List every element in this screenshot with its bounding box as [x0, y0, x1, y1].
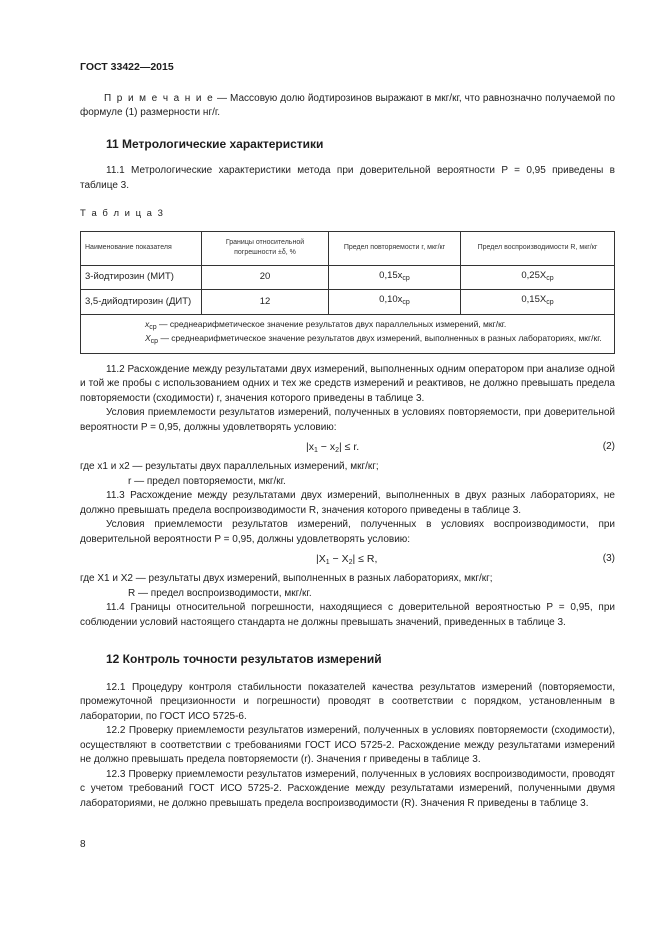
legend-x: $x_{ср}$ — среднеарифметическое значение результатов двух параллельных измерений, мкг/кг. [145, 318, 507, 331]
table-legend [81, 314, 615, 353]
paragraph-11-1: 11.1 Метрологические характеристики метода при доверительной вероятности P = 0,95 приведены в таблице 3. [80, 165, 615, 191]
table-cell-r: $0,15x_{ср}$ [329, 265, 461, 290]
formula-3-where-R: R — предел воспроизводимости, мкг/кг. [128, 587, 312, 599]
section-12-heading: 12 Контроль точности результатов измерений [106, 652, 382, 666]
paragraph-11-2: 11.2 Расхождение между результатами двух измерений, выполненных одним оператором при анализе одной и той же пробы с использованием одних и тех же средств измерений и реактивов, не должно превышать предела повторяемости (сходимости) r, значения которого приведены в таблице 3. [80, 363, 615, 404]
legend-X: $X_{ср}$ — среднеарифметическое значение результатов двух измерений, выполненных в разных лабораториях, мкг/кг. [145, 333, 602, 345]
table-cell-R: $0,15X_{ср}$ [461, 290, 615, 315]
formula-3-number: (3) [602, 553, 615, 564]
standard-header: ГОСТ 33422—2015 [80, 61, 174, 73]
table-row [81, 265, 615, 290]
paragraph-11-4: 11.4 Границы относительной погрешности, находящиеся с доверительной вероятностью P = 0,95, при соблюдении условий настоящего стандарта не должны превышать значений, приведенных в таблице 3. [80, 602, 615, 628]
table-cell-delta: 20 [202, 265, 329, 290]
formula-2 [80, 437, 615, 457]
table-cell-delta: 12 [202, 290, 329, 315]
paragraph-12-2: 12.2 Проверку приемлемости результатов измерений, полученных в условиях повторяемости (сходимости), осуществляют в соответствии с требованиями ГОСТ ИСО 5725-2. Расхождение между результатами измерений не должно превышать предела повторяемости (r). Значения r приведены в таблице 3. [80, 725, 615, 765]
paragraph-12-1: 12.1 Процедуру контроля стабильности показателей качества результатов измерений (повторяемости, промежуточной прецизионности и погрешности) проводят в соответствии с порядком, установленным в лаборатории, по ГОСТ ИСО 5725-6. [80, 681, 615, 722]
table-cell-name: 3,5-дийодтирозин (ДИТ) [81, 290, 202, 315]
table-header-R: Предел воспроизводимости R, мкг/кг [461, 231, 615, 265]
note [80, 92, 615, 121]
formula-2-where-x: где x1 и x2 — результаты двух параллельных измерений, мкг/кг; [80, 461, 379, 472]
table-cell-R: $0,25X_{ср}$ [461, 265, 615, 290]
note-label: П р и м е ч а н и е [104, 92, 214, 104]
formula-3-where-X: где X1 и X2 — результаты двух измерений, выполненных в разных лабораториях, мкг/кг; [80, 573, 493, 584]
table-legend-row [81, 314, 615, 353]
formula-2-expression: $|x_1 - x_2| \le r$. [306, 441, 360, 454]
table-cell-r: $0,10x_{ср}$ [329, 290, 461, 315]
formula-3 [80, 549, 615, 569]
table-3 [80, 231, 615, 354]
note-text: — Массовую долю йодтирозинов выражают в мкг/кг, что равнозначно получаемой по формуле (1) размерности нг/г. [80, 92, 616, 118]
table-row [81, 290, 615, 315]
paragraph-12-3: 12.3 Проверку приемлемости результатов измерений, полученных в условиях воспроизводимости, проводят с учетом требований ГОСТ ИСО 5725-2. Расхождение между результатами измерений, полученными двумя лабораториями, не должно превышать предела воспроизводимости (R). Значения R приведены в таблице 3. [80, 768, 615, 809]
table-header-delta: Границы относительной погрешности ±δ, % [202, 231, 329, 265]
formula-3-expression: $|X_1 - X_2| \le R$, [316, 553, 378, 566]
paragraph-11-2-conditions: Условия приемлемости результатов измерений, полученных в условиях повторяемости, при доверительной вероятности P = 0,95, должны удовлетворять условию: [80, 407, 615, 433]
table-cell-name: 3-йодтирозин (МИТ) [81, 265, 202, 290]
paragraph-11-3-conditions: Условия приемлемости результатов измерений, полученных в условиях воспроизводимости, при доверительной вероятности P = 0,95, должны удовлетворять условию: [80, 519, 615, 545]
table-header-r: Предел повторяемости r, мкг/кг [329, 231, 461, 265]
table-header-name: Наименование показателя [81, 231, 202, 265]
table-3-caption: Т а б л и ц а 3 [80, 208, 165, 219]
section-11-heading: 11 Метрологические характеристики [106, 136, 324, 151]
formula-2-number: (2) [602, 441, 615, 452]
paragraph-11-3: 11.3 Расхождение между результатами двух измерений, выполненных в двух разных лабораториях, не должно превышать предела воспроизводимости R, значения которого приведены в таблице 3. [80, 490, 615, 516]
table-header-row [81, 231, 615, 265]
formula-2-where-r: r — предел повторяемости, мкг/кг. [128, 475, 286, 487]
page-number: 8 [80, 839, 86, 850]
